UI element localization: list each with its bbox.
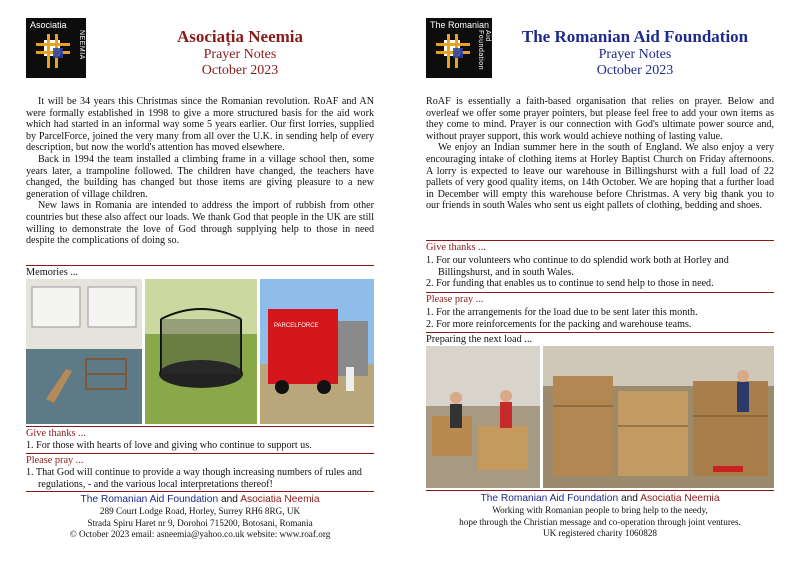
cross-grid-icon [426, 18, 492, 78]
memories-label: Memories ... [26, 267, 79, 278]
warehouse-photo [543, 346, 774, 488]
footer-org2: Asociatia Neemia [240, 494, 320, 505]
list-item: 1. For the arrangements for the load due to be sent later this month. [426, 307, 698, 318]
truck-illustration [260, 279, 374, 424]
footer-address-uk: 289 Court Lodge Road, Horley, Surrey RH6 8RG, UK [99, 505, 301, 516]
footer-org1: The Romanian Aid Foundation [80, 494, 219, 505]
list-item: 2. For more reinforcements for the packing and warehouse teams. [426, 318, 692, 330]
classroom-illustration [26, 279, 142, 424]
logo-text: The Romanian [430, 20, 490, 30]
subtitle-prayer-notes: Prayer Notes [598, 47, 672, 62]
footer-org2: Asociatia Neemia [640, 493, 720, 504]
give-thanks-label: Give thanks ... [26, 428, 86, 439]
divider [26, 491, 374, 492]
left-footer [14, 494, 386, 541]
give-thanks-list [426, 255, 774, 290]
footer-mission-2: hope through the Christian message and co-operation through joint ventures. [459, 516, 741, 527]
footer-mission: Working with Romanian people to bring help to the needy, [492, 504, 708, 515]
paragraph: It will be 34 years this Christmas since the Romanian revolution. RoAF and AN were formally established in 1998 to give a more structured basis for the aid work which had started in an informal way some 5 years earlier. Our first lorries, supplied by ParcelForce, joined the very many from all over the U.K. in sending help of every description, but now the world's attention has moved elsewhere. [26, 96, 374, 154]
list-item: 1. For our volunteers who continue to do splendid work both at Horley and Billingshurst, and in south Wales. [426, 255, 729, 278]
footer-address-ro: Strada Spiru Haret nr 9, Dorohoi 715200, Botosani, Romania [87, 517, 313, 528]
footer-and: and [218, 494, 241, 505]
volunteers-photo [426, 346, 540, 488]
please-pray-label: Please pray ... [426, 294, 484, 305]
truck-caption: PARCELFORCE [274, 323, 319, 329]
classroom-photo [26, 279, 142, 424]
paragraph: We enjoy an Indian summer here in the south of England. We also enjoy a very encouraging intake of clothing items at Horley Baptist Church on Friday afternoons. A lorry is expected to leave our warehouse in Billingshurst with a full load of 22 pallets of very good quality items, on 14th October. We are hoping that a further load in December will empty this warehouse before Christmas. A very big thank you to our friends in south Wales who sent us eight pallets of clothing, bedding and shoes. [426, 142, 774, 212]
give-thanks-label: Give thanks ... [426, 242, 486, 253]
truck-photo [260, 279, 374, 424]
logo-vertical-text: NEEMIA [78, 30, 85, 60]
right-body-text [426, 96, 774, 212]
cross-grid-icon [26, 18, 86, 78]
divider [426, 490, 774, 491]
please-pray-list [426, 307, 774, 330]
divider [26, 265, 374, 266]
asociatia-neemia-logo [26, 18, 86, 78]
footer-org1: The Romanian Aid Foundation [480, 493, 619, 504]
paragraph: New laws in Romania are intended to address the import of rubbish from other countries but these also affect our loads. We thank God that people in the UK are still willing to demonstrate the love of God through supplying help to those in need despite the complications of doing so. [26, 200, 374, 247]
footer-and: and [618, 493, 641, 504]
subtitle-date: October 2023 [201, 63, 279, 78]
list-item: 1. For those with hearts of love and giving who continue to support us. [26, 440, 312, 451]
divider [426, 292, 774, 293]
paragraph: RoAF is essentially a faith-based organisation that relies on prayer. Below and overleaf we offer some prayer pointers, but please feel free to add your own items as they come to mind. Prayer is our connection with God's ultimate power source and, without prayer support, this work would achieve nothing of lasting value. [426, 96, 774, 142]
subtitle-prayer-notes: Prayer Notes [203, 47, 277, 62]
paragraph: Back in 1994 the team installed a climbing frame in a village school then, some years later, a trampoline followed. The children have changed, the teachers have changed, the building has changed but those items are giving pleasure to a new generation of village children. [26, 153, 374, 200]
right-header [500, 26, 770, 79]
divider [426, 240, 774, 241]
page-title: The Romanian Aid Foundation [521, 27, 749, 46]
romanian-aid-foundation-logo [426, 18, 492, 78]
trampoline-illustration [145, 279, 257, 424]
please-pray-label: Please pray ... [26, 455, 84, 466]
logo-text: Asociatia [30, 20, 67, 30]
left-body-text [26, 96, 374, 247]
footer-charity-number: UK registered charity 1060828 [542, 528, 658, 539]
left-header [120, 26, 360, 79]
trampoline-photo [145, 279, 257, 424]
subtitle-date: October 2023 [596, 63, 674, 78]
page-title: Asociația Neemia [176, 27, 304, 46]
divider [26, 453, 374, 454]
logo-vertical-text: Aid Foundation [477, 30, 491, 71]
divider [26, 426, 374, 427]
footer-contact: © October 2023 email: asneemia@yahoo.co.uk website: www.roaf.org [69, 529, 331, 540]
list-item: 1. That God will continue to provide a way though increasing numbers of rules and regulations, - and the various local interpretations thereof! [26, 467, 362, 490]
warehouse-illustration [543, 346, 774, 488]
right-footer [414, 493, 786, 540]
preparing-label: Preparing the next load ... [426, 334, 533, 345]
divider [426, 332, 774, 333]
please-pray-list [26, 467, 374, 490]
give-thanks-list [26, 440, 374, 452]
list-item: 2. For funding that enables us to continue to send help to those in need. [426, 278, 714, 290]
volunteers-illustration [426, 346, 540, 488]
right-page [400, 0, 800, 566]
